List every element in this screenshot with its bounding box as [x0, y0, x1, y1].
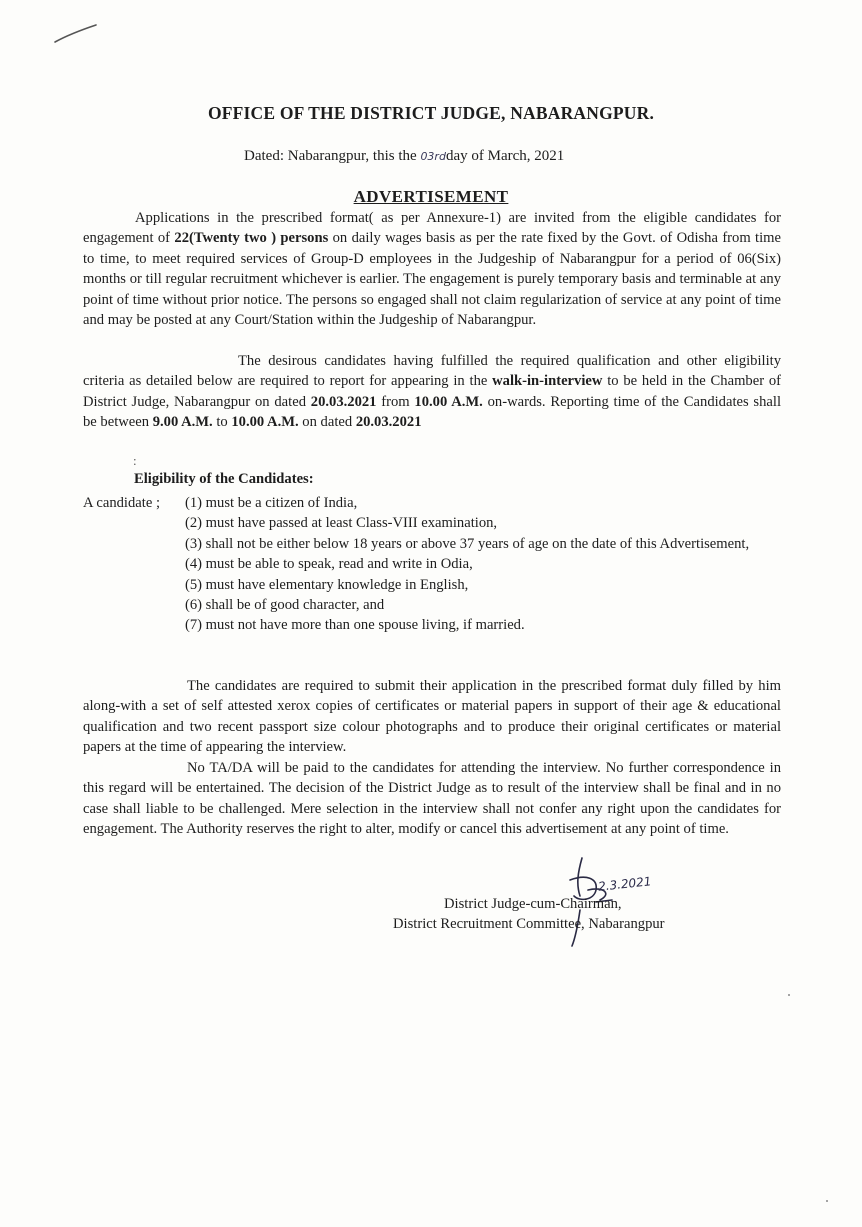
- signatory-designation: District Judge-cum-Chairman,: [444, 896, 622, 912]
- dated-line: [244, 148, 564, 165]
- office-title: OFFICE OF THE DISTRICT JUDGE, NABARANGPUR.: [207, 103, 655, 123]
- paragraph-interview: [83, 351, 781, 433]
- paragraph-intro: [83, 208, 781, 330]
- paragraph-application: The candidates are required to submit their application in the prescribed format duly filled by him along-with a set of self attested xerox copies of certificates or material papers in support of their age & educational qualification and two recent passport size colour photographs and to produce their original certificates or material papers at the time of appearing the interview.: [83, 678, 781, 756]
- p2-time-2: 9.00 A.M.: [152, 414, 213, 431]
- criterion-item: (2) must have passed at least Class-VIII examination,: [185, 515, 498, 532]
- advertisement-title: ADVERTISEMENT: [353, 187, 509, 206]
- signatory-committee: District Recruitment Committee, Nabarangpur: [393, 916, 665, 932]
- paragraph-conditions: No TA/DA will be paid to the candidates for attending the interview. No further correspondence in this regard will be entertained. The decision of the District Judge as to result of the interview shall be final and in no case shall liable to be challenged. Mere selection in the interview shall not confer any right upon the candidates for engagement. The Authority reserves the right to alter, modify or cancel this advertisement at any point of time.: [83, 760, 781, 838]
- stray-colon: :: [133, 453, 137, 468]
- p2-text-a: The desirous candidates having fulfilled the required qualification and other eligibility criteria as detailed below are required to report for appearing in the: [83, 353, 781, 390]
- p2-walk-in: walk-in-interview: [492, 373, 603, 390]
- p2-text-b: to be held in the Chamber of District Judge, Nabarangpur on dated: [83, 373, 781, 410]
- p2-text-e: to: [212, 414, 232, 431]
- p1-text-b: on daily wages basis as per the rate fixed by the Govt. of Odisha from time to time, to meet required services of Group-D employees in the Judgeship of Nabarangpur for a period of 06(Six) months or till regular recruitment whichever is earlier. The engagement is purely temporary basis and terminable at any point of time without prior notice. The persons so engaged shall not claim regularization of service at any point of time and may be posted at any Court/Station within the Judgeship of Nabarangpur.: [83, 230, 781, 329]
- signature-handwritten-date: 2.3.2021: [597, 874, 653, 894]
- pen-stroke-mark: [52, 22, 98, 46]
- criterion-item: (5) must have elementary knowledge in English,: [185, 576, 469, 593]
- criterion-item: (7) must not have more than one spouse living, if married.: [185, 617, 525, 634]
- advertisement-title-wrap: [0, 187, 862, 207]
- eligibility-heading: Eligibility of the Candidates:: [134, 471, 314, 487]
- p2-text-d: on-wards. Reporting time of the Candidates shall be between: [83, 393, 781, 431]
- p2-text-f: on dated: [298, 414, 356, 431]
- eligibility-criteria-list: [185, 493, 785, 636]
- p2-date-2: 20.03.2021: [355, 414, 422, 431]
- scan-speck: [826, 1200, 828, 1202]
- scan-speck: [788, 994, 790, 996]
- criterion-item: (4) must be able to speak, read and write in Odia,: [185, 556, 473, 573]
- criterion-item: (1) must be a citizen of India,: [185, 495, 358, 511]
- p2-text-c: from: [376, 393, 415, 410]
- p1-text-a: Applications in the prescribed format( as per Annexure-1) are invited from the eligible candidates for engagement of: [83, 210, 781, 247]
- dated-suffix: day of March, 2021: [445, 148, 565, 164]
- dated-prefix: Dated: Nabarangpur, this the: [244, 148, 421, 164]
- p2-date-1: 20.03.2021: [310, 393, 377, 410]
- dated-day-handwritten: 03rd: [420, 150, 446, 163]
- criterion-item: (6) shall be of good character, and: [185, 597, 385, 614]
- candidate-label: A candidate ;: [83, 495, 160, 511]
- p2-time-3: 10.00 A.M.: [231, 414, 299, 431]
- p1-persons-count: 22(Twenty two ) persons: [174, 230, 329, 247]
- p2-time-1: 10.00 A.M.: [414, 393, 483, 410]
- criterion-item: (3) shall not be either below 18 years or above 37 years of age on the date of this Advertisement,: [185, 535, 750, 552]
